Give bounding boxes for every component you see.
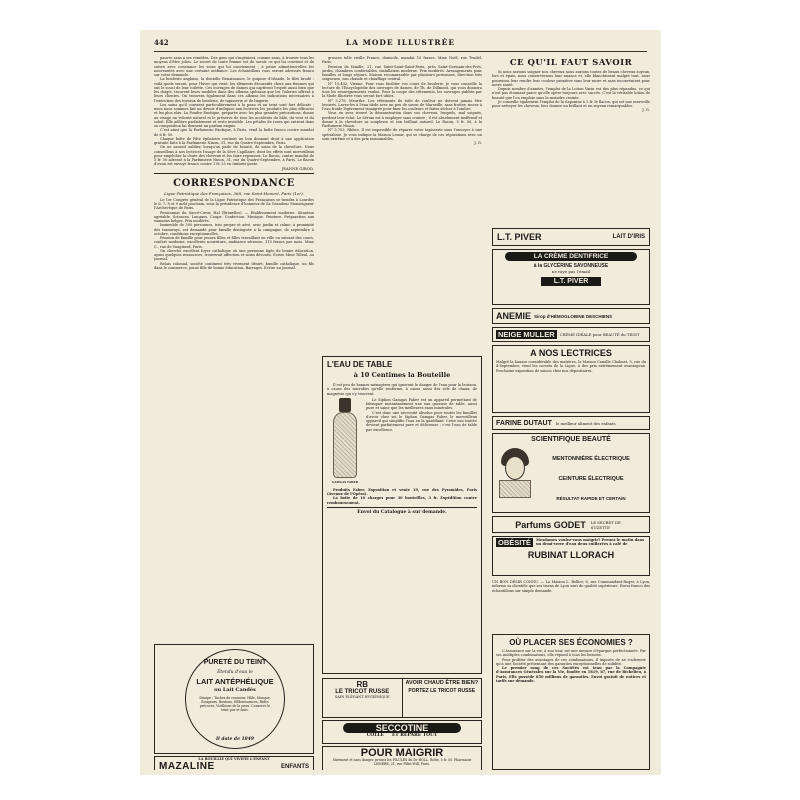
ad-product-alt: ou Lait Candès [214, 687, 256, 693]
header-rule [154, 51, 647, 52]
ad-obesite-big: OBÉSITÉ [498, 538, 531, 547]
ad-mazaline-brand: MAZALINE [159, 761, 215, 770]
ad-dentifrice-line2: ne raye pas l'émail [551, 269, 591, 274]
woman-portrait-illustration [497, 448, 533, 498]
ad-dentifrice-line1: à la GLYCÉRINE SAVONNEUSE [533, 263, 609, 269]
ad-ou-placer-ses-economies [492, 634, 650, 770]
ad-anemie-big: ANEMIE [496, 311, 532, 321]
paragraph: Immeuble de 300 personnes, très propre et aéré, avec jardin et calme, à proximité des tramways, est demandé pour famille distinguée à la campagne, de septembre à octobre, conditions exceptionnelles. [154, 223, 314, 236]
page-number: 442 [154, 38, 169, 47]
ad-maigrir-title: POUR MAIGRIR [360, 747, 444, 759]
ce-quil-faut-savoir-body [492, 70, 650, 113]
ad-farine-brand: FARINE DUTAUT [496, 419, 552, 427]
ad-date: Il date de 1849 [215, 737, 255, 742]
ad-neige-muller [492, 327, 650, 342]
ad-seccotine-left: COLLE [366, 733, 384, 738]
ad-a-nos-lectrices [492, 345, 650, 413]
ad-rb-name: LE TRICOT RUSSE [335, 689, 390, 695]
paragraph: Relais colonial, société continent très vivement désiré, famille catholique, un fils dans le commerce, jeune fille de bonne éducation, Barrages. Écrire au journal. [154, 261, 314, 270]
replies-article [322, 56, 482, 145]
ad-sci-sub: MENTONNIÈRE ÉLECTRIQUE [552, 456, 630, 462]
beauty-article [154, 56, 314, 171]
ad-purete-du-teint [154, 644, 314, 754]
ad-tricot-russe [322, 678, 482, 718]
paragraph: Vous en avez trouvé la démonstration dans vos cheveux, lesquels, mal soignés, perdent leur éclat. Le Sérum est à employer sans crainte ; il est absolument inoffensif et donne à la chevelure sa souplesse et son brillant naturel. Le flacon, 5 fr. 50, à la Parfumerie Ninon. [322, 111, 482, 128]
paragraph: L'Assurance sur la vie, à son tour, est une mesure d'épargne perfectionnée. Par ses multiples combinaisons, elle répond à tous les besoins. [496, 649, 646, 658]
ad-neige-rest: CRÈME IDÉALE pour BEAUTÉ du TEINT [559, 332, 640, 337]
ad-piver-lait-iris [492, 228, 650, 246]
paragraph: La broderie anglaise, la dentelle Renaissance, le guipure d'Irlande, le filet brodé : voilà quels seront, pour l'hiver qui vient, les éléments décoratifs chers aux femmes qui ont le souci de leur toilette. Ces ouvrages de dames qui captivent l'esprit aussi bien que les doigts, trouvent leurs modèles dans des albums spéciaux que les Galeries offrent à leurs clientes. On trouvera également dans ces albums les indications nécessaires à l'exécution des travaux de broderie, de tapisserie et de lingerie. [154, 77, 314, 103]
ad-rb-answer: PORTEZ LE TRICOT RUSSE [408, 688, 476, 694]
ad-headline: PURETÉ DU TEINT [203, 659, 267, 666]
paragraph: Pensionnat du Sacré-Cœur, Hal (Bruxelles). — Établissement moderne. Situation agréable. Sciences. Langues. Coupe. Confection. Musique. Peinture. Préparation aux examens belges. Prix modérés. [154, 210, 314, 223]
article-signature: JEANNE GIROD. [281, 165, 314, 171]
article-signature: J. G. [642, 107, 650, 113]
ad-piver-brand: L.T. PIVER [497, 232, 542, 242]
ad-sci-belt: CEINTURE ÉLECTRIQUE [558, 476, 624, 482]
masthead-title: LA MODE ILLUSTRÉE [345, 38, 456, 47]
ad-eau-footer: Envoi du Catalogue à sur demande. [357, 509, 447, 515]
siphon-label: GAMGAS FABER [331, 479, 359, 484]
paragraph: Si nous savions soigner nos cheveux nous aurions toutes de beaux cheveux soyeux, lors et épais, nous conserverions leur nuance et, elle blanchissent malgré tout, nous pourrions leur rendre leur couleur primitive sans leur nuire et sans inconvénient pour notre santé. [492, 70, 650, 87]
paragraph: Le 1er Congrès général de la Ligue Patriotique des Françaises se tiendra à Lourdes le 6, 7, 8 et 9 août prochain, sous la présidence d'honneur de Sa Grandeur Monseigneur l'Archevêque de Paris. [154, 197, 314, 211]
ad-mazaline-top: LA BOUILLIE QUI VIVIFIE L'ENFANT [198, 757, 270, 761]
ad-eau-subtitle: à 10 Centimes la Bouteille [353, 371, 451, 379]
ad-rb-logo: RB [356, 680, 369, 689]
ad-rb-sub: SAIN ÉLÉGANT HYGIÉNIQUE [334, 695, 390, 699]
correspondance-body [154, 198, 314, 270]
ad-obesite-brand: RUBINAT LLORACH [527, 550, 615, 560]
ad-rb-question: AVOIR CHAUD ÊTRE BIEN? [405, 680, 479, 686]
ad-dentifrice-band: LA CRÈME DENTIFRICE [505, 252, 637, 261]
divider [327, 507, 477, 508]
page-header [140, 38, 661, 52]
divider [154, 173, 314, 174]
ad-maigrir-text: Sûrement et sans danger, prenez les PILULES du Dr HOLL. Boîte, 5 fr. 50. Pharmacie LEMERE, 21, rue Pillet-Will, Paris. [332, 758, 472, 766]
ad-eau-de-table [322, 356, 482, 674]
siphon-illustration [327, 398, 363, 486]
ad-anemie-rest: Sirop d'HÉMOGLOBINE DESCHIENS [534, 313, 613, 319]
classified-notice: UN BON DÉSIR CONNU. — La Maison L. Bellier, 6, rue Commandant-Roger, à Lyon, informe sa clientèle que ses tissus de Lyon sont de qualité supérieure. Envoi franco des échantillons sur simple demande. [492, 580, 650, 593]
ad-obesite-rest: Mesdames voulez-vous maigrir? Prenez le matin dans un demi-verre d'eau deux cuillerées à café de [535, 538, 645, 547]
newspaper-page [140, 30, 661, 775]
paragraph: Le Siphon Gamgas Faber est un appareil permettant de fabriquer instantanément une eau gazeuse de table, aussi pure et saine que les meilleures eaux minérales. [366, 397, 477, 411]
column-1 [154, 56, 314, 770]
ad-farine-rest: le meilleur aliment des enfants [555, 420, 616, 426]
column-2 [322, 56, 482, 770]
paragraph: Depuis nombre d'années, l'emploi de la Lotion Varin est des plus répandus, ce qui n'est pas étonnant parce qu'elle opère toujours avec succès. C'est la véritable lotion de beauté que l'on emploie sans la moindre crainte. [492, 87, 650, 100]
correspondance-subtitle: Ligue Patriotique des Françaises, 368, rue Saint-Honoré, Paris (1er). [164, 190, 304, 196]
ad-sci-title: SCIENTIFIQUE BEAUTÉ [531, 436, 611, 443]
ad-piver-product: LAIT D'IRIS [612, 234, 645, 240]
ad-pour-maigrir [322, 746, 482, 770]
economies-title: OÙ PLACER SES ÉCONOMIES ? [509, 638, 633, 647]
ad-dentifrice-brand: L.T. PIVER [541, 277, 601, 286]
paragraph: Produits Faber. Exposition et vente 19, rue des Pyramides, Paris (Avenue de l'Opéra). [327, 487, 477, 496]
ad-mazaline [154, 756, 314, 770]
paragraph: Pension de famille, 21, rue Saint-Saint-Saint-Paris, près Saint-Germain-des-Prés, jardin, chambres confortables, installation moderne. Prix modérés. Arrangements pour familles et longs séjours. Maison recommandée par plusieurs personnes, direction très soigneuse, eau chaude et chauffage central. [322, 64, 482, 82]
ad-text: Étendu d'eau le [217, 670, 253, 675]
ad-godet-brand: Parfums GODET [515, 519, 586, 530]
ad-seccotine-right: ET RÉPARE TOUT [391, 733, 438, 738]
ad-description: Dissipe : Taches de rousseur, Hâle, Masque, Rougeurs, Boutons, Efflorescences, Rides précoces, Vieillesse de la peau. Conserve le teint pur et frais. [199, 696, 271, 712]
paragraph: N° 5,703, Rhône. Il est impossible de réparer votre tapisserie sans l'envoyer à une spécialiste. Je vous indique la Maison Lenoir, qui se charge de ces réparations avec un soin extrême et à des prix raisonnables. [322, 128, 482, 141]
lectrices-text: Malgré la hausse considérable des matières, la Maison Camille Chalmet, 5, rue du 4-Septembre, vend les corsets de la Ligue, à des prix extrêmement avantageux. Prochaine exposition de saison chez nos dépositaires. [496, 360, 646, 373]
paragraph: La boîte de 10 charges pour 30 bouteilles, 3 fr. Expédition contre remboursement. [327, 496, 477, 505]
ad-product-name: LAIT ANTÉPHÉLIQUE [196, 677, 274, 686]
lectrices-title: A NOS LECTRICES [530, 348, 612, 358]
paragraph: grosses telle vieille France, domicile, mandat 15 francs. Mme Noël, rue Trudel, Paris. [322, 56, 482, 65]
paragraph: N° 3,278, Meurthe. Les vêtements de toile de couleur ne doivent jamais être lessivés. Lavez-les à l'eau tiède avec un peu de savon de Marseille, sans frotter, rincez à l'eau froide légèrement vinaigrée pour fixer les couleurs et faites sécher à l'ombre. [322, 98, 482, 111]
paragraph: C'est ainsi que la Parfumerie Exotique, à Paris, vend la boîte franco contre mandat de 6 fr. 50. [154, 128, 314, 137]
correspondance-heading: CORRESPONDANCE [173, 177, 295, 189]
paragraph: N° 15,432, Vienne. Pour vous faciliter vos cours de broderie, je vous conseille la lecture de l'Encyclopédie des ouvrages de dames, de Th. de Dillmont, qui vous donnera tous les renseignements voulus. Pour la coupe des vêtements, les ouvrages publiés par la Mode Illustrée vous seront fort utiles. [322, 81, 482, 99]
paragraph: Pour profiter des avantages de ces combinaisons, il importe de ne s'adresser qu'à une Société présentant des garanties exceptionnelles de solidité. [496, 657, 646, 666]
paragraph: Les soins qu'il convient particulièrement à la peau et au teint sont fort délicats ; nous nous sommes fait un devoir d'indiquer aux lectrices les produits les plus efficaces et les plus sûrs. La Poudre Exotique, préparée avec les plus grandes précautions, donne au visage un velouté naturel et le préserve de tous les accidents du hâle, du vent et du soleil. Elle adhère parfaitement et reste invisible. Les pétales de roses qui entrent dans sa composition lui donnent un parfum exquis. [154, 102, 314, 128]
ad-obesite [492, 536, 650, 576]
ad-creme-dentifrice [492, 249, 650, 305]
ad-anemie [492, 308, 650, 324]
ad-eau-title: L'EAU DE TABLE [327, 360, 393, 369]
economies-body [496, 649, 646, 683]
paragraph: Il est peu de bonnes ménagères qui ignorent le danger de l'eau pour la boisson, à cause des microbes qu'elle renferme, à cause aussi des sels de chaux, de magnésie qui s'y trouvent. [327, 383, 477, 396]
ad-godet-rest: LE SECRET DE SUZETTE [590, 519, 621, 530]
ce-quil-faut-savoir-heading: CE QU'IL FAUT SAVOIR [509, 58, 633, 68]
ad-sci-price: RÉSULTAT RAPIDE ET CERTAIN [556, 496, 626, 501]
ad-eau-body [327, 383, 477, 505]
ad-mazaline-right: ENFANTS [280, 763, 309, 770]
paragraph: C'est donc une nécessité absolue pour toutes les familles d'avoir chez soi le Siphon Gamgas Faber, le merveilleux appareil qui simplifie l'eau en la gazéifiant. Cette eau traitée devient parfaitement pure et délicieuse ; c'est l'eau de table par excellence. [366, 410, 477, 432]
paragraph: Chaque boîte de Pâte épilatoire contient un bon donnant droit à une application gratuite faite à la Parfumerie Ninon, 31, rue du Quatre-Septembre, Paris. [154, 136, 314, 145]
ad-seccotine-brand: SECCOTINE [343, 723, 461, 733]
ad-farine-dutaut [492, 416, 650, 430]
column-3 [492, 56, 650, 770]
paragraph: On cherche excellent foyer catholique où une personne âgée de bonne éducation, ayant quelques ressources, trouverait affection et soins dévoués. Écrire Mme Tilleul, au journal. [154, 248, 314, 262]
paragraph: Pension de famille pour jeunes filles et filles travaillant en ville ou suivant des cours, confort moderne, excellente nourriture, ambiance sérieuse, 115 francs par mois. Mme C., rue de Vaugirard, Paris. [154, 236, 314, 249]
ad-parfums-godet [492, 516, 650, 533]
paragraph: pauvre sans a ses remèdes. Des gens qui s'ingénient, comme nous, à trouver tous les moyens d'être jolies. Le secret de toute femme est de savoir ce qui lui convient et de suivre avec constance les soins qui lui conviennent ; à peine admettent-elles les nouveautés avec une certaine méfiance. Les échantillons vous seront adressés franco sur votre demande. [154, 56, 314, 77]
paragraph: Le premier rang de ces Sociétés est tenu par la Compagnie d'Assurances Générales sur la Vie, fondée en 1819, 87, rue de Richelieu, à Paris. Elle possède 850 millions de garanties. Envoi gratuit de notices et tarifs sur demande. [496, 666, 646, 683]
ad-scientifique-beaute [492, 433, 650, 513]
ad-seccotine [322, 720, 482, 744]
paragraph: On ne saurait oublier, lorsqu'on parle de beauté, de soins de la chevelure. Nous conseillons à nos lectrices l'usage de la Sève Capillaire, dont les effets sont merveilleux pour empêcher la chute des cheveux et les faire repousser. Le flacon, contre mandat de 5 fr. 50 adressé à la Parfumerie Ninon, 31, rue du Quatre-Septembre, à Paris. Le flacon d'essai est envoyé franco contre 1 fr. 25 en timbres-poste. [154, 145, 314, 167]
paragraph: Je conseille également l'emploi de la Saponine à 2 fr. le flacon, qui est une merveille pour nettoyer les cheveux, leur donner un brillant et un soyeux remarquables. [492, 99, 650, 108]
ad-neige-brand: NEIGE MULLER [498, 330, 555, 339]
article-signature: J. G. [474, 140, 482, 145]
